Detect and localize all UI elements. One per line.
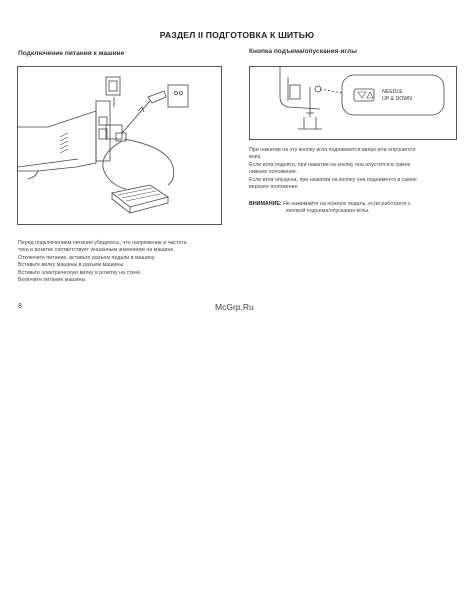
instruction-line: Перед подключением питания убедитесь, что напряжение и частота: [18, 240, 187, 246]
warning-label: ВНИМАНИЕ:: [249, 201, 282, 207]
instruction-line: При нажатии на эту кнопку игла поднимается вверх или опускается: [249, 147, 416, 153]
needle-warning: [249, 201, 459, 216]
button-label-up-down: UP & DOWN: [382, 96, 412, 102]
watermark: McGrp.Ru: [215, 302, 254, 312]
power-connection-illustration: [17, 66, 222, 225]
instruction-line: нижнее положение.: [249, 169, 298, 176]
warning-text-cont: кнопкой подъема/опускания иглы.: [286, 208, 370, 215]
instruction-line: Если игла опущена, при нажатии на кнопку она поднимется в самое: [249, 176, 417, 183]
needle-button-illustration: [249, 66, 457, 140]
instruction-line: верхнее положение.: [249, 184, 300, 191]
needle-button-heading: Кнопка подъема/опускания иглы: [249, 48, 357, 55]
instruction-line: Отключите питание, вставьте разъем педали в машину.: [18, 254, 156, 261]
power-connection-instructions: [18, 240, 223, 284]
instruction-line: Вставьте электрическую вилку в розетку на стене.: [18, 269, 142, 276]
button-label-needle: NEEDLE: [382, 89, 403, 95]
needle-up-down-diagram: [250, 67, 456, 139]
needle-button-instructions: [249, 147, 459, 191]
instruction-line: Если игла поднята, при нажатии на кнопку она опустится в самое: [249, 161, 411, 168]
instruction-line: Вставьте вилку машины в разъем машины.: [18, 262, 125, 269]
instruction-line: Включите питание машины.: [18, 277, 87, 284]
warning-text: Не нажимайте на ножную педаль, если работаете с: [281, 201, 411, 207]
power-connection-heading: Подключение питания к машине: [18, 50, 125, 57]
instruction-line: вниз.: [249, 154, 262, 161]
section-title: РАЗДЕЛ II ПОДГОТОВКА К ШИТЬЮ: [159, 30, 315, 40]
page-number: 8: [18, 303, 22, 310]
sewing-machine-power-diagram: [18, 67, 221, 224]
instruction-line: тока в розетке соответствует указанным значениям на машине.: [18, 247, 175, 254]
